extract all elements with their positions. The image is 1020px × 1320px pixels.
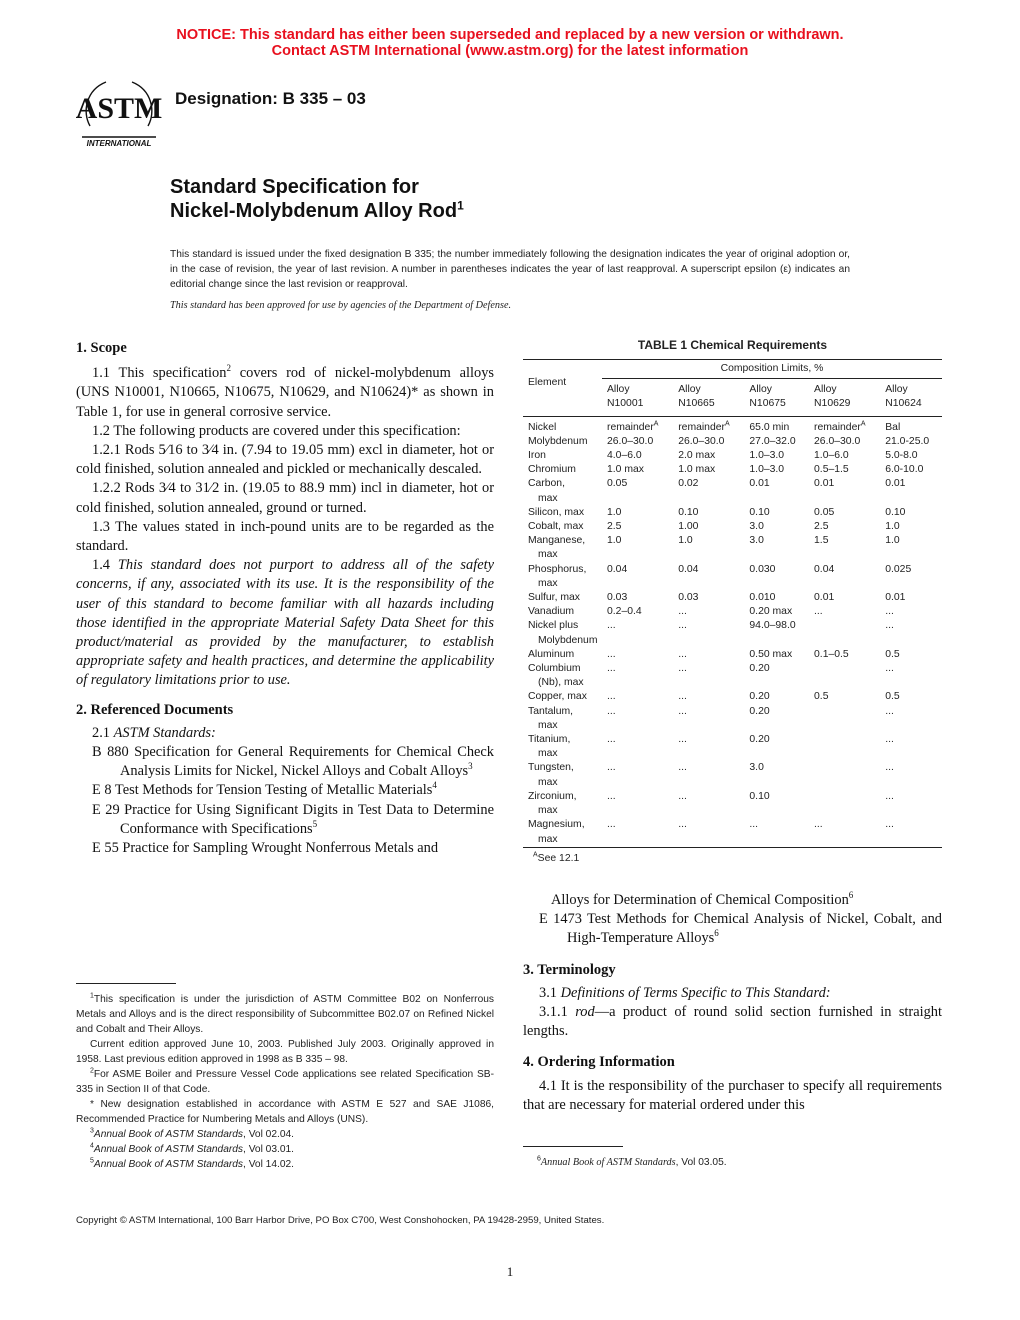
table-cell: 26.0–30.0: [678, 435, 725, 447]
table-cell: 1.0 max: [607, 464, 644, 476]
footnote-2: $^2$For ASME Boiler and Pressure Vessel Code applications see related Specification SB-335 in Section II of that Code.: [76, 1067, 494, 1095]
table-row: [523, 463, 942, 477]
table-cell: ...: [885, 762, 894, 774]
element-name: Phosphorus, max: [528, 563, 587, 589]
alloy-header: Alloy N10001: [607, 384, 644, 410]
right-column: [523, 891, 942, 1115]
table-cell: ...: [885, 663, 894, 675]
table-cell: ...: [607, 734, 616, 746]
table-cell: 0.04: [607, 563, 628, 575]
table-row: [523, 733, 942, 761]
notice-line-1: NOTICE: This standard has either been superseded and replaced by a new version or withdrawn.: [176, 27, 844, 43]
page-number: 1: [506, 1264, 514, 1279]
footnote-1-edition: Current edition approved June 10, 2003. Published July 2003. Originally approved in 1958. Last previous edition approved in 1998 as B 335 – 98.: [76, 1039, 494, 1065]
table-cell: ...: [607, 691, 616, 703]
table-cell: 2.0 max: [678, 450, 716, 462]
table-cell: 1.0: [607, 535, 622, 547]
table-cell: 1.0–3.0: [749, 464, 785, 476]
table-cell: [809, 705, 880, 733]
table-cell: 1.0: [885, 521, 900, 533]
table-cell: 0.01: [749, 478, 770, 490]
footnote-3: $^3$Annual Book of ASTM Standards, Vol 02.04.: [90, 1127, 295, 1140]
term-3-1: 3.1 Definitions of Terms Specific to This Standard:: [539, 984, 831, 1001]
title-footnote-ref: 1: [457, 198, 464, 213]
table-cell: 6.0-10.0: [885, 464, 924, 476]
table-cell: ...: [885, 790, 894, 802]
table-cell: 0.20: [749, 734, 770, 746]
table-cell: 0.10: [749, 506, 770, 518]
table-row: [523, 605, 942, 619]
table-row: [523, 648, 942, 662]
table-cell: ...: [607, 648, 616, 660]
approval-statement: This standard has been approved for use by agencies of the Department of Defense.: [170, 300, 512, 311]
element-name: Cobalt, max: [528, 521, 584, 533]
table-cell: ...: [607, 620, 616, 632]
alloy-header: Alloy N10624: [885, 384, 922, 410]
table-cell: 0.01: [814, 478, 835, 490]
composition-header: Composition Limits, %: [720, 363, 824, 374]
table-cell: 0.025: [885, 563, 912, 575]
table-cell: remainder$^A$: [678, 420, 730, 433]
reference-item: B 880 Specification for General Requirements for Chemical Check Analysis Limits for Nickel, Nickel Alloys and Cobalt Alloys$^3$: [92, 744, 494, 780]
element-name: Tungsten, max: [528, 762, 574, 788]
table-cell: ...: [814, 606, 823, 618]
table-row: [523, 563, 942, 591]
footnote-4: $^4$Annual Book of ASTM Standards, Vol 03.01.: [90, 1142, 295, 1155]
table-cell: 0.20: [749, 691, 770, 703]
table-cell: 0.05: [607, 478, 628, 490]
element-name: Copper, max: [528, 691, 587, 703]
scope-1-2: 1.2 The following products are covered under this specification:: [92, 422, 461, 439]
table-cell: [809, 619, 880, 647]
element-name: Sulfur, max: [528, 592, 580, 604]
table-cell: 1.0–6.0: [814, 450, 849, 462]
table-cell: 26.0–30.0: [814, 435, 861, 447]
copyright: Copyright © ASTM International, 100 Barr Harbor Drive, PO Box C700, West Conshohocken, PA 19428-2959, United States.: [76, 1215, 605, 1226]
table-cell: 0.010: [749, 592, 776, 604]
scope-1-2-1: 1.2.1 Rods 5⁄16 to 3⁄4 in. (7.94 to 19.05 mm) excl in diameter, hot or cold finished, solution annealed and pickled or mechanically descaled.: [76, 442, 494, 478]
table-row: [523, 449, 942, 463]
table-cell: 3.0: [749, 535, 764, 547]
table-cell: ...: [814, 819, 823, 831]
element-name: Carbon, max: [528, 478, 565, 504]
table-cell: ...: [607, 819, 616, 831]
title-line-2: Nickel-Molybdenum Alloy Rod: [170, 200, 458, 222]
table-cell: ...: [885, 705, 894, 717]
element-name: Aluminum: [528, 648, 575, 660]
table-cell: 0.04: [678, 563, 699, 575]
table-cell: ...: [678, 734, 687, 746]
table-cell: ...: [885, 620, 894, 632]
table-row: [523, 818, 942, 847]
document-title: [170, 175, 464, 223]
element-name: Vanadium: [528, 606, 575, 618]
table-row: [523, 477, 942, 505]
table-cell: 0.5: [885, 691, 900, 703]
table-cell: 0.10: [678, 506, 699, 518]
table-note: $^A$See 12.1: [533, 851, 580, 864]
scope-1-3: 1.3 The values stated in inch-pound units are to be regarded as the standard.: [76, 518, 494, 555]
table-cell: 1.0: [678, 535, 693, 547]
refs-2-1: 2.1 ASTM Standards:: [92, 724, 216, 741]
logo-text: ASTM: [76, 92, 162, 125]
reference-item: E 29 Practice for Using Significant Digits in Test Data to Determine Conformance with Specifications$^5$: [92, 801, 494, 837]
notice-line-2: Contact ASTM International (www.astm.org) for the latest information: [271, 43, 749, 59]
table-cell: 0.5: [885, 648, 900, 660]
table-cell: ...: [678, 691, 687, 703]
element-name: Tantalum, max: [528, 705, 574, 731]
references-heading: 2. Referenced Documents: [76, 701, 234, 718]
element-name: Chromium: [528, 464, 576, 476]
reference-item: E 55 Practice for Sampling Wrought Nonferrous Metals and: [92, 840, 439, 857]
table-cell: 3.0: [749, 521, 764, 533]
table-cell: remainder$^A$: [607, 420, 659, 433]
left-column: [76, 339, 494, 858]
footnotes: [76, 992, 494, 1172]
table-cell: ...: [678, 790, 687, 802]
table-cell: 0.5: [814, 691, 829, 703]
table-cell: 0.5–1.5: [814, 464, 849, 476]
element-name: Zirconium, max: [528, 790, 577, 817]
table-cell: ...: [678, 705, 687, 717]
table-cell: 0.03: [607, 592, 628, 604]
element-name: Manganese, max: [528, 535, 586, 561]
table-cell: 21.0-25.0: [885, 435, 930, 447]
element-name: Iron: [528, 450, 546, 462]
footnote-6: $^6$Annual Book of ASTM Standards, Vol 03.05.: [537, 1155, 727, 1168]
reference-item: E 8 Test Methods for Tension Testing of Metallic Materials$^4$: [92, 780, 437, 799]
table-cell: ...: [885, 734, 894, 746]
table-cell: [809, 662, 880, 690]
element-name: Columbium (Nb), max: [528, 663, 584, 689]
logo-subtext: INTERNATIONAL: [86, 139, 152, 148]
table-cell: ...: [607, 790, 616, 802]
table-cell: 3.0: [749, 762, 764, 774]
table-cell: 0.05: [814, 506, 835, 518]
table-cell: ...: [678, 620, 687, 632]
table-cell: 0.10: [749, 790, 770, 802]
alloy-header: Alloy N10675: [749, 384, 786, 410]
element-name: Nickel: [528, 421, 557, 433]
table-cell: remainder$^A$: [814, 420, 866, 433]
element-name: Silicon, max: [528, 506, 585, 518]
table-cell: 4.0–6.0: [607, 450, 642, 462]
table-cell: 0.03: [678, 592, 699, 604]
table-row: [523, 705, 942, 733]
table-cell: 5.0-8.0: [885, 450, 918, 462]
alloy-header: Alloy N10629: [814, 384, 851, 410]
table-cell: ...: [678, 663, 687, 675]
element-name: Titanium, max: [528, 734, 571, 760]
terminology-heading: 3. Terminology: [523, 961, 616, 978]
scope-1-1: 1.1 This specification$^2$ covers rod of nickel-molybdenum alloys (UNS N10001, N10665, N10675, N10629, and N10624)* as shown in Table 1, for use in general corrosive service.: [76, 363, 494, 420]
table-cell: [809, 761, 880, 789]
table-cell: 0.10: [885, 506, 906, 518]
table-row: [523, 761, 942, 789]
table-cell: 0.01: [814, 592, 835, 604]
table-cell: 0.030: [749, 563, 776, 575]
footnote-5: $^5$Annual Book of ASTM Standards, Vol 14.02.: [90, 1157, 295, 1170]
scope-1-2-2: 1.2.2 Rods 3⁄4 to 31⁄2 in. (19.05 to 88.9 mm) incl in diameter, hot or cold finished, solution annealed, ground or turned.: [76, 480, 494, 516]
table-cell: 2.5: [814, 521, 829, 533]
table-cell: ...: [607, 663, 616, 675]
table-cell: 0.01: [885, 592, 906, 604]
order-4-1: 4.1 It is the responsibility of the purchaser to specify all requirements that are necessary for material ordered under this: [523, 1077, 942, 1113]
table-cell: ...: [678, 819, 687, 831]
table-cell: ...: [607, 705, 616, 717]
table-cell: 0.04: [814, 563, 835, 575]
astm-logo: [76, 76, 162, 150]
term-3-1-1: 3.1.1 rod—a product of round solid section furnished in straight lengths.: [523, 1004, 942, 1040]
table-cell: 94.0–98.0: [749, 620, 796, 632]
table-cell: 1.0: [607, 506, 622, 518]
table-row: [523, 591, 942, 605]
table-row: [523, 662, 942, 690]
table-cell: 0.1–0.5: [814, 648, 849, 660]
table-cell: ...: [607, 762, 616, 774]
ref-e1473: E 1473 Test Methods for Chemical Analysis of Nickel, Cobalt, and High-Temperature Alloys$^6$: [539, 911, 942, 947]
table-cell: 1.0: [885, 535, 900, 547]
table-cell: [809, 733, 880, 761]
table-cell: 0.01: [885, 478, 906, 490]
table-title: TABLE 1 Chemical Requirements: [637, 338, 828, 352]
element-name: Nickel plus Molybdenum: [528, 620, 598, 646]
reference-list: [76, 743, 494, 858]
footnote-rule: [76, 983, 176, 984]
table-cell: 0.20 max: [749, 606, 793, 618]
right-footnote-rule: [523, 1146, 623, 1147]
withdrawal-notice: [0, 27, 1020, 59]
table-row: [523, 435, 942, 449]
ref-e55-continued: Alloys for Determination of Chemical Composition$^6$: [551, 890, 854, 908]
table-cell: Bal: [885, 421, 901, 433]
table-cell: 0.2–0.4: [607, 606, 642, 618]
table-cell: 0.20: [749, 705, 770, 717]
scope-heading: 1. Scope: [76, 340, 127, 356]
table-cell: ...: [678, 648, 687, 660]
table-cell: 1.0–3.0: [749, 450, 785, 462]
table-row: [523, 534, 942, 562]
table-cell: [809, 790, 880, 818]
chemical-requirements-table: [523, 338, 942, 864]
table-cell: 0.50 max: [749, 648, 793, 660]
ordering-heading: 4. Ordering Information: [523, 1054, 675, 1071]
table-cell: 1.0 max: [678, 464, 716, 476]
table-cell: ...: [885, 606, 894, 618]
table-row: [523, 619, 942, 647]
table-cell: 0.02: [678, 478, 699, 490]
table-cell: ...: [749, 819, 759, 831]
issuance-statement: This standard is issued under the fixed designation B 335; the number immediately following the designation indicates the year of original adoption or, in the case of revision, the year of last revision. A number in parentheses indicates the year of last reapproval. A superscript epsilon (ε) indicates an editorial change since the last revision or reapproval.: [170, 249, 850, 290]
footnote-star: * New designation established in accordance with ASTM E 527 and SAE J1086, Recommended Practice for Numbering Metals and Alloys (UNS).: [76, 1099, 494, 1125]
table-row: [523, 506, 942, 520]
element-name: Molybdenum: [528, 435, 588, 447]
table-cell: 1.5: [814, 535, 829, 547]
element-header: Element: [528, 377, 567, 388]
table-cell: 0.20: [749, 663, 770, 675]
table-cell: 1.00: [678, 521, 699, 533]
designation: Designation: B 335 – 03: [175, 89, 366, 108]
title-line-1: Standard Specification for: [170, 176, 419, 198]
footnote-1: $^1$This specification is under the jurisdiction of ASTM Committee B02 on Nonferrous Metals and Alloys and is the direct responsibility of Subcommittee B02.07 on Refined Nickel and Cobalt and Their Alloys.: [76, 992, 494, 1035]
scope-1-4: 1.4 This standard does not purport to address all of the safety concerns, if any, associated with its use. It is the responsibility of the user of this standard to become familiar with all hazards including those identified in the appropriate Material Safety Data Sheet for this product/material as provided by the manufacturer, to establish appropriate safety and health practices, and determine the applicability of regulatory limitations prior to use.: [76, 557, 494, 689]
table-cell: ...: [885, 819, 894, 831]
element-name: Magnesium, max: [528, 819, 585, 845]
table-cell: ...: [678, 762, 687, 774]
table-cell: 65.0 min: [749, 421, 790, 433]
table-row: [523, 690, 942, 704]
table-cell: ...: [678, 606, 687, 618]
table-cell: 2.5: [607, 521, 622, 533]
table-row: [523, 416, 942, 435]
table-cell: 27.0–32.0: [749, 435, 796, 447]
table-row: [523, 790, 942, 818]
table-row: [523, 520, 942, 534]
table-cell: 26.0–30.0: [607, 435, 654, 447]
alloy-header: Alloy N10665: [678, 384, 715, 410]
